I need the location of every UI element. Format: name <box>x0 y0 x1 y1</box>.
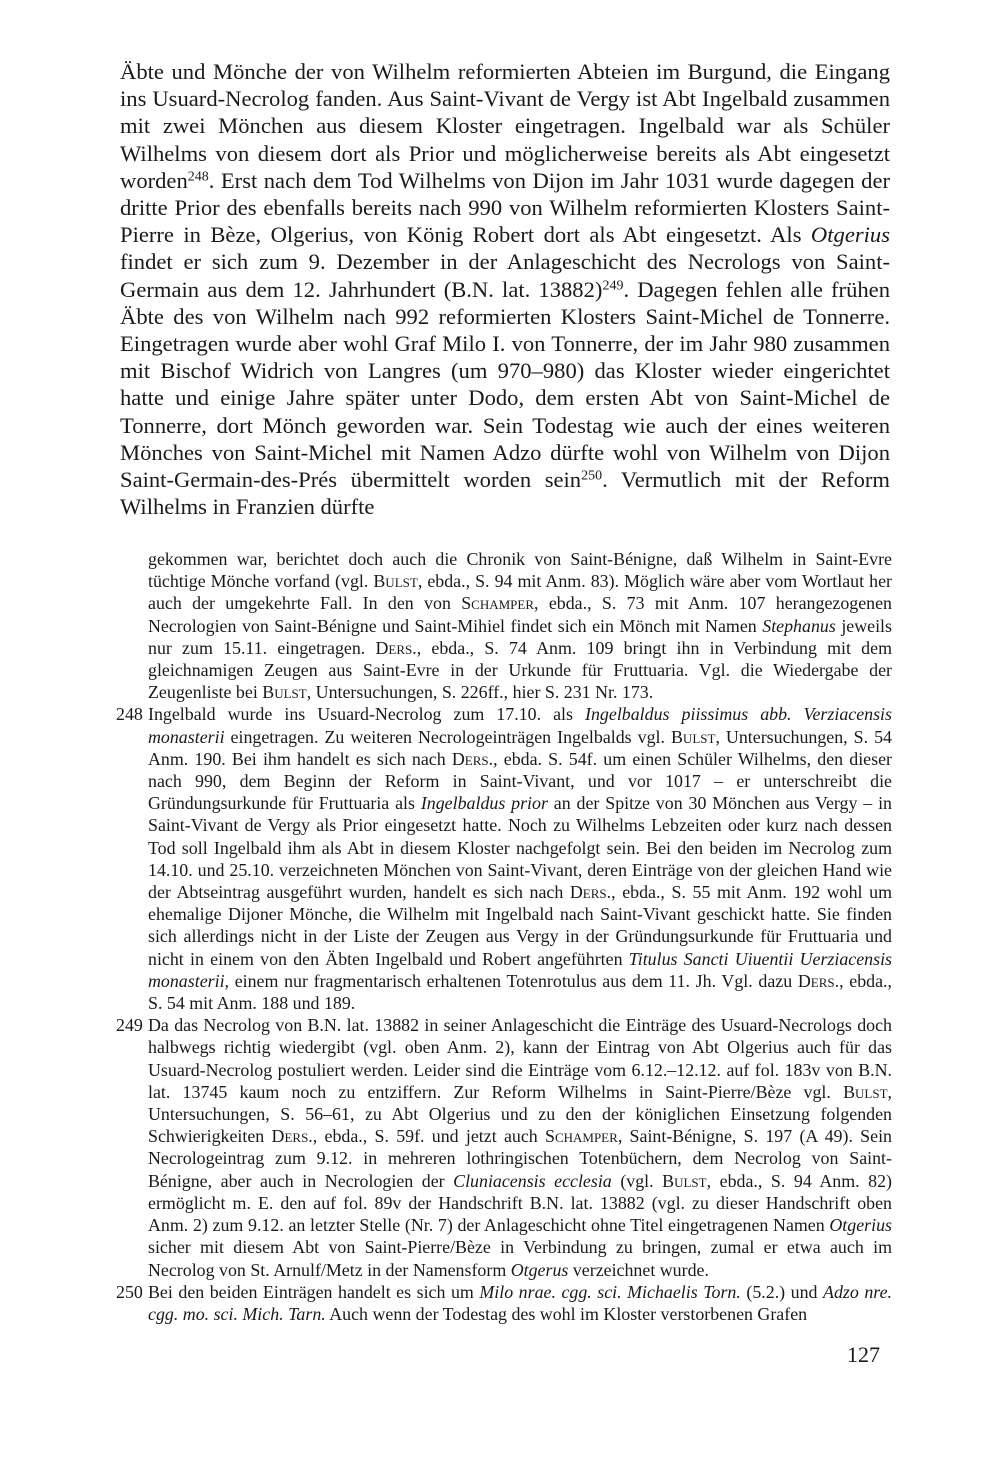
italic-term: Titulus Sancti Uiuentii Uerziacensis monasterii, <box>148 948 893 991</box>
italic-name: Otgerius <box>810 222 890 248</box>
text-run: , ebda. S. 54f. um einen Schüler Wilhelms, den dieser nach 990, dem Beginn der Reform in Saint-Vivant, und vor 1017 – er unterschreibt die Gründungsurkunde für Fruttuaria als <box>148 748 892 814</box>
italic-term: Adzo nre. cgg. mo. sci. Mich. Tarn. <box>148 1281 892 1324</box>
main-paragraph <box>120 58 890 520</box>
footnote-249 <box>116 1014 892 1280</box>
text-run: , ebda., S. 55 mit Anm. 192 wohl um ehemalige Dijoner Mönche, die Wilhelm mit Ingelbald nach Saint-Vivant geschickt hatte. Sie finden sich allerdings nicht in der Liste der Zeugen aus Vergy in der Gründungsurkunde für Fruttuaria und nicht in einem von den Äbten Ingelbald und Robert angeführten <box>148 882 892 969</box>
text-run: , ebda., S. 74 Anm. 109 bringt ihn in Verbindung mit dem gleichnamigen Zeugen aus Saint-Evre in der Urkunde für Fruttuaria. Vgl. die Wiedergabe der Zeugenliste bei <box>148 637 892 703</box>
text-run: , ebda., S. 59f. und jetzt auch <box>312 1126 545 1147</box>
footnotes <box>116 548 893 1325</box>
italic-term: Otgerius <box>829 1215 892 1236</box>
text-run: Bei den beiden Einträgen handelt es sich um <box>148 1281 480 1302</box>
author-name: Ders. <box>797 970 840 991</box>
footnote-248 <box>116 703 893 1014</box>
author-name: Bulst <box>843 1081 888 1102</box>
text-run: . Dagegen fehlen alle frühen Äbte des von Wilhelm nach 992 reformierten Klosters Saint-Michel de Tonnerre. Eingetragen wurde aber wohl Graf Milo I. von Tonnerre, der im Jahr 980 zusammen mit Bischof Widrich von Langres (um 970–980) das Kloster wieder eingerichtet hatte und einige Jahre später unter Dodo, dem ersten Abt von Saint-Michel de Tonnerre, dort Mönch geworden war. Sein Todestag wie auch der eines weiteren Mönches von Saint-Michel mit Namen Adzo dürfte wohl von Wilhelm von Dijon Saint-Germain-des-Prés übermittelt worden sein <box>120 276 890 493</box>
text-run: an der Spitze von 30 Mönchen aus Vergy – in Saint-Vivant de Vergy als Prior eingesetzt hatte. Noch zu Wilhelms Lebzeiten oder kurz nach dessen Tod soll Ingelbald ihm als Abt in diesem Kloster nachgefolgt sein. Bei den beiden im Necrolog zum 14.10. und 25.10. verzeichneten Mönchen von Saint-Vivant, deren Einträge von der gleichen Hand wie der Abtseintrag ausgeführt wurden, handelt es sich nach <box>148 793 893 903</box>
italic-term: Cluniacensis ecclesia <box>453 1170 612 1191</box>
text-run: Äbte und Mönche der von Wilhelm reformierten Abteien im Burgund, die Eingang ins Usuard-Necrolog fanden. Aus Saint-Vivant de Vergy ist Abt Ingelbald zusammen mit zwei Mönchen aus diesem Kloster eingetragen. Ingelbald war als Schüler Wilhelms von diesem dort als Prior und möglicherweise bereits als Abt eingesetzt worden <box>120 59 890 193</box>
text-run: , ebda., S. 94 Anm. 82) ermöglicht m. E. den auf fol. 89v der Handschrift B.N. lat. 13882 (vgl. zu dieser Handschrift oben Anm. 2) zum 9.12. an letzter Stelle (Nr. 7) der Anlageschicht ohne Titel eingetragenen Namen <box>148 1170 892 1236</box>
footnote-ref-250[interactable]: 250 <box>581 468 603 484</box>
footnote-250 <box>116 1281 892 1325</box>
italic-term: Stephanus <box>762 615 836 636</box>
author-name: Bulst <box>662 1170 707 1191</box>
text-run: (vgl. <box>611 1170 663 1191</box>
text-run: , ebda., S. 94 mit Anm. 83). Möglich wäre aber vom Wortlaut her auch der umgekehrte Fall. In den von <box>148 571 892 614</box>
italic-term: Otgerus <box>510 1259 569 1280</box>
author-name: Ders. <box>271 1126 313 1147</box>
italic-term: Ingelbaldus prior <box>420 793 548 814</box>
text-run: sicher mit diesem Abt von Saint-Pierre/Bèze in Verbindung zu bringen, zumal er etwa auch im Necrolog von St. Arnulf/Metz in der Namensform <box>148 1237 892 1280</box>
author-name: Bulst <box>373 571 418 592</box>
author-name: Schamper <box>545 1126 618 1147</box>
footnote-ref-249[interactable]: 249 <box>602 277 624 293</box>
text-run: Ingelbald wurde ins Usuard-Necrolog zum 17.10. als <box>148 704 586 725</box>
text-run: verzeichnet wurde. <box>568 1259 709 1280</box>
text-run: . Vermutlich mit der Reform Wilhelms in Franzien dürfte <box>120 467 890 520</box>
text-run: Da das Necrolog von B.N. lat. 13882 in seiner Anlageschicht die Einträge des Usuard-Necrologs doch halbwegs richtig wiedergibt (vgl. oben Anm. 2), kann der Eintrag von Abt Olgerius auch für das Usuard-Necrolog postuliert werden. Leider sind die Einträge vom 6.12.–12.12. auf fol. 183v von B.N. lat. 13745 kaum noch zu entziffern. Zur Reform Wilhelms in Saint-Pierre/Bèze vgl. <box>148 1015 892 1102</box>
author-name: Ders. <box>451 748 494 769</box>
footnote-ref-248[interactable]: 248 <box>187 169 209 185</box>
text-run: , Untersuchungen, S. 56–61, zu Abt Olgerius und zu den der königlichen Einsetzung folgenden Schwierigkeiten <box>148 1081 892 1147</box>
text-run: , ebda., S. 73 mit Anm. 107 herangezogenen Necrologien von Saint-Bénigne und Saint-Mihiel findet sich ein Mönch mit Namen <box>148 593 892 636</box>
text-run: . Erst nach dem Tod Wilhelms von Dijon im Jahr 1031 wurde dagegen der dritte Prior des ebenfalls bereits nach 990 von Wilhelm reformierten Klosters Saint-Pierre in Bèze, Olgerius, von König Robert dort als Abt eingesetzt. Als <box>120 167 890 248</box>
text-run: , Saint-Bénigne, S. 197 (A 49). Sein Necrologeintrag zum 9.12. in mehreren lothringischen Totenbüchern, dem Necrolog von Saint-Bénigne, aber auch in Necrologien der <box>148 1126 892 1191</box>
page-number: 127 <box>847 1342 880 1367</box>
text-run: jeweils nur zum 15.11. eingetragen. <box>148 615 892 658</box>
author-name: Ders. <box>375 637 417 658</box>
text-run: einem nur fragmentarisch erhaltenen Totenrotulus aus dem 11. Jh. Vgl. dazu <box>229 970 798 991</box>
text-run: findet er sich zum 9. Dezember in der Anlageschicht des Necrologs von Saint-Germain aus dem 12. Jahrhundert (B.N. lat. 13882) <box>120 249 890 302</box>
author-name: Schamper <box>461 593 535 614</box>
text-run: (5.2.) und <box>740 1281 824 1302</box>
author-name: Bulst <box>671 726 716 747</box>
footnote-number: 249 <box>116 1015 143 1036</box>
text-run: Auch wenn der Todestag des wohl im Kloster verstorbenen Grafen <box>325 1303 808 1324</box>
footnote-number: 250 <box>116 1281 143 1302</box>
text-run: gekommen war, berichtet doch auch die Chronik von Saint-Bénigne, daß Wilhelm in Saint-Evre tüchtige Mönche vorfand (vgl. <box>148 549 892 592</box>
text-run: , Untersuchungen, S. 226ff., hier S. 231 Nr. 173. <box>306 682 654 703</box>
author-name: Ders. <box>569 882 612 903</box>
text-run: , ebda., S. 54 mit Anm. 188 und 189. <box>148 970 892 1014</box>
text-run: , Untersuchungen, S. 54 Anm. 190. Bei ihm handelt es sich nach <box>148 726 892 769</box>
italic-term: Milo nrae. cgg. sci. Michaelis Torn. <box>479 1281 741 1302</box>
italic-term: Ingelbaldus piissimus abb. Verziacensis monasterii <box>148 704 892 747</box>
footnote-number: 248 <box>116 704 143 725</box>
author-name: Bulst <box>262 682 307 703</box>
text-run: eingetragen. Zu weiteren Necrologeinträgen Ingelbalds vgl. <box>224 726 671 747</box>
footnote-continuation <box>120 548 892 703</box>
